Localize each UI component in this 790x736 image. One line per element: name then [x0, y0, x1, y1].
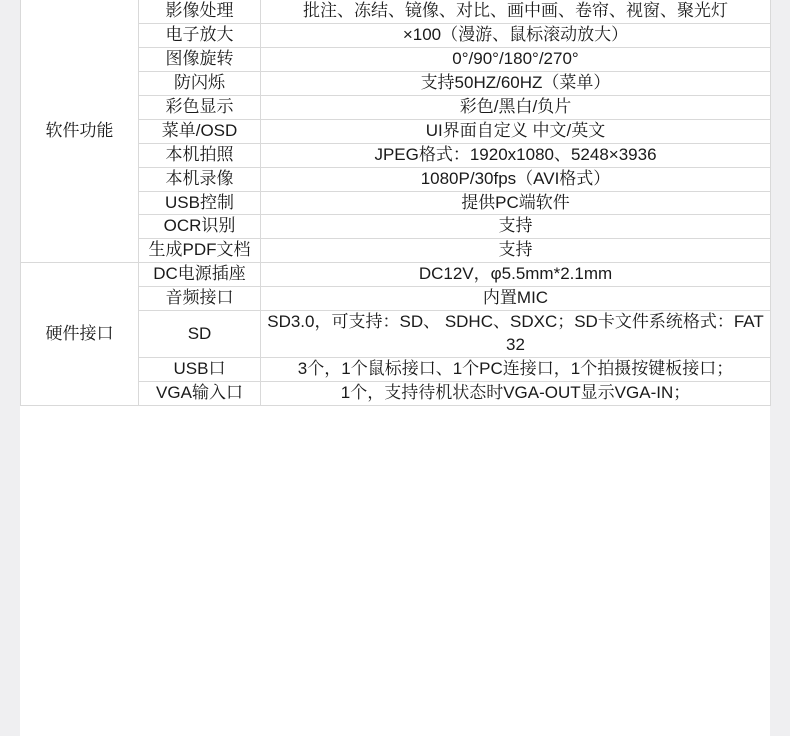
spec-label: 音频接口 [139, 287, 261, 311]
spec-value: 提供PC端软件 [261, 191, 771, 215]
spec-label: 图像旋转 [139, 47, 261, 71]
spec-value: DC12V，φ5.5mm*2.1mm [261, 263, 771, 287]
spec-label: OCR识别 [139, 215, 261, 239]
table-row [21, 0, 771, 23]
spec-value: UI界面自定义 中文/英文 [261, 119, 771, 143]
spec-value: 1080P/30fps（AVI格式） [261, 167, 771, 191]
table-row [21, 263, 771, 287]
spec-value: 支持 [261, 215, 771, 239]
spec-value: 批注、冻结、镜像、对比、画中画、卷帘、视窗、聚光灯 [261, 0, 771, 23]
category-cell-software: 软件功能 [21, 0, 139, 263]
spec-value: SD3.0，可支持：SD、 SDHC、SDXC；SD卡文件系统格式：FAT 32 [261, 311, 771, 358]
spec-value: 支持 [261, 239, 771, 263]
spec-value: ×100（漫游、鼠标滚动放大） [261, 23, 771, 47]
spec-label: 菜单/OSD [139, 119, 261, 143]
spec-label: USB控制 [139, 191, 261, 215]
spec-label: 本机录像 [139, 167, 261, 191]
spec-value: 0°/90°/180°/270° [261, 47, 771, 71]
spec-label: 防闪烁 [139, 71, 261, 95]
spec-label: 彩色显示 [139, 95, 261, 119]
spec-label: VGA输入口 [139, 382, 261, 406]
spec-value: 3个，1个鼠标接口、1个PC连接口，1个拍摄按键板接口； [261, 358, 771, 382]
spec-label: USB口 [139, 358, 261, 382]
spec-value: 支持50HZ/60HZ（菜单） [261, 71, 771, 95]
spec-value: 彩色/黑白/负片 [261, 95, 771, 119]
spec-value: 1个，支持待机状态时VGA-OUT显示VGA-IN； [261, 382, 771, 406]
category-cell-hardware: 硬件接口 [21, 263, 139, 406]
spec-sheet [20, 0, 770, 736]
specification-table [20, 0, 771, 406]
spec-label: 影像处理 [139, 0, 261, 23]
spec-label: 本机拍照 [139, 143, 261, 167]
spec-label: DC电源插座 [139, 263, 261, 287]
spec-value: JPEG格式：1920x1080、5248×3936 [261, 143, 771, 167]
spec-value: 内置MIC [261, 287, 771, 311]
spec-label: 电子放大 [139, 23, 261, 47]
spec-label: 生成PDF文档 [139, 239, 261, 263]
spec-label: SD [139, 311, 261, 358]
